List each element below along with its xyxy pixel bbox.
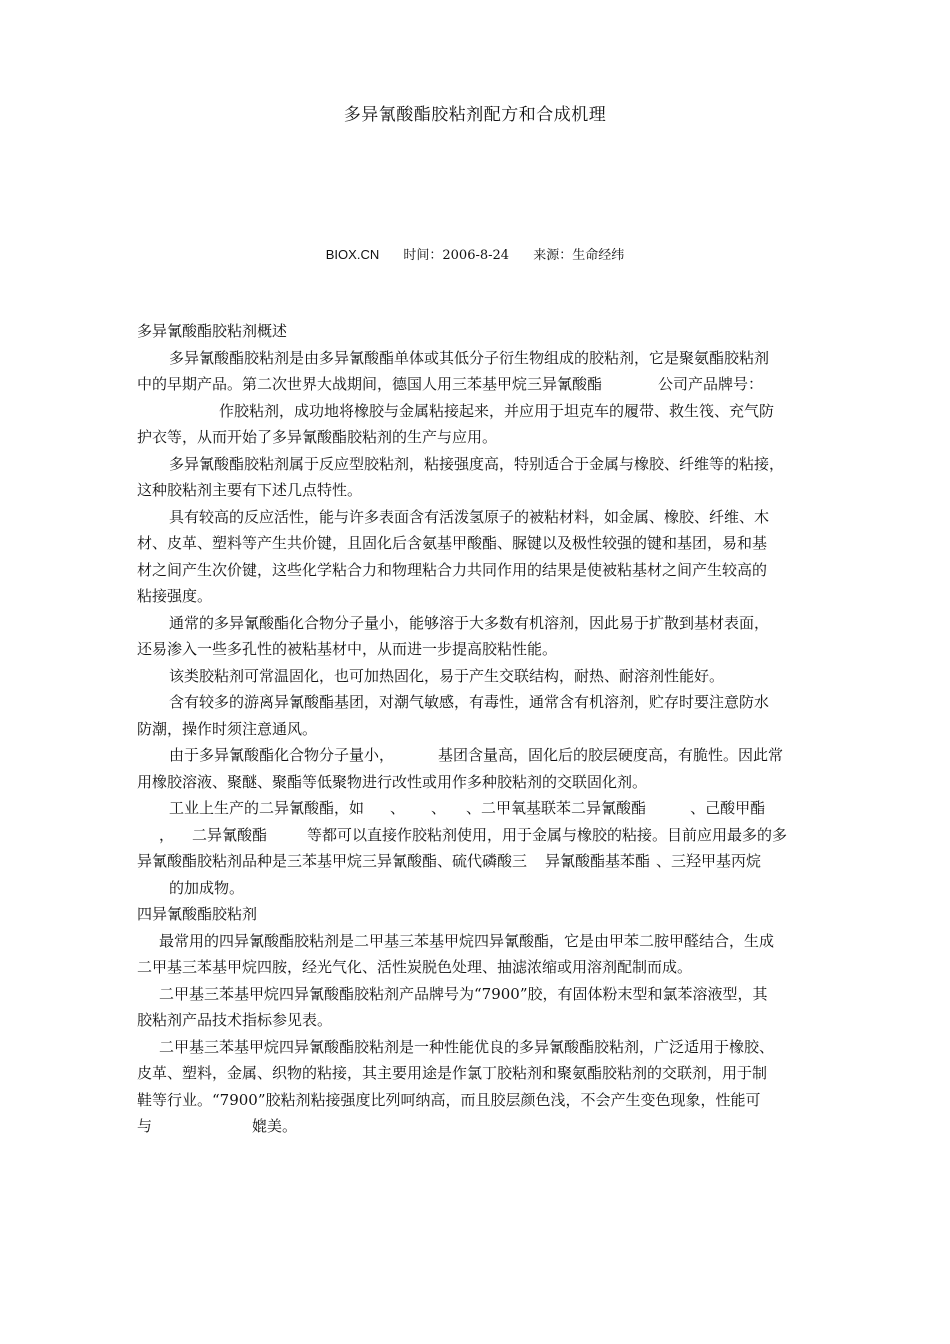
paragraph-intro: 多异氰酸酯胶粘剂是由多异氰酸酯单体或其低分子衍生物组成的胶粘剂，它是聚氨酯胶粘剂 中的早期产品。第二次世界大战期间，德国人用三苯基甲烷三异氰酸酯 公司产品牌号： 作胶粘剂，成功地将橡胶与金属粘接起来，并应用于坦克车的履带、救生筏、充气防 护衣等，从而开始了多异氰酸酯胶粘剂的生产与应用。 [137, 348, 775, 446]
meta-site: BIOX.CN [325, 247, 380, 262]
paragraph-solubility: 通常的多异氰酸酯化合物分子量小，能够溶于大多数有机溶剂，因此易于扩散到基材表面， 还易渗入一些多孔性的被粘基材中，从而进一步提高胶粘性能。 [137, 613, 770, 658]
meta-time: 时间：2006-8-24 [403, 248, 510, 263]
paragraph-curing: 该类胶粘剂可常温固化，也可加热固化，易于产生交联结构，耐热、耐溶剂性能好。 [169, 666, 725, 685]
paragraph-properties: 多异氰酸酯胶粘剂属于反应型胶粘剂，粘接强度高，特别适合于金属与橡胶、纤维等的粘接， 这种胶粘剂主要有下述几点特性。 [137, 454, 785, 499]
section-heading-overview: 多异氰酸酯胶粘剂概述 [137, 322, 288, 340]
article-body [137, 318, 843, 1140]
article-meta [0, 244, 950, 263]
paragraph-reactivity: 具有较高的反应活性，能与许多表面含有活泼氢原子的被粘材料，如金属、橡胶、纤维、木 材、皮革、塑料等产生共价键，且固化后含氨基甲酸酯、脲键以及极性较强的键和基团，易和基 材之间产生次价键，这些化学粘合力和物理粘合力共同作用的结果是使被粘基材之间产生较高的 粘接强度。 [137, 507, 770, 605]
paragraph-7900-product: 二甲基三苯基甲烷四异氰酸酯胶粘剂产品牌号为“7900”胶，有固体粉末型和氯苯溶液型，其 胶粘剂产品技术指标参见表。 [137, 984, 768, 1029]
paragraph-brittleness: 由于多异氰酸酯化合物分子量小， 基团含量高，固化后的胶层硬度高，有脆性。因此常 用橡胶溶液、聚醚、聚酯等低聚物进行改性或用作多种胶粘剂的交联固化剂。 [137, 746, 784, 791]
paragraph-industrial: 工业上生产的二异氰酸酯，如 、 、 、二甲氧基联苯二异氰酸酯 、己酸甲酯 ， 二异氰酸酯 等都可以直接作胶粘剂使用，用于金属与橡胶的粘接。目前应用最多的多 异氰酸酯胶粘剂品种是三苯基甲烷三异氰酸酯、硫代磷酸三 异氰酸酯基苯酯 、三羟甲基丙烷 的加成物。 [137, 799, 788, 897]
paragraph-tetra-intro: 最常用的四异氰酸酯胶粘剂是二甲基三苯基甲烷四异氰酸酯，它是由甲苯二胺甲醛结合，生成 二甲基三苯基甲烷四胺，经光气化、活性炭脱色处理、抽滤浓缩或用溶剂配制而成。 [137, 931, 775, 976]
page-title: 多异氰酸酯胶粘剂配方和合成机理 [343, 105, 607, 125]
paragraph-7900-uses: 二甲基三苯基甲烷四异氰酸酯胶粘剂是一种性能优良的多异氰酸酯胶粘剂，广泛适用于橡胶、 皮革、塑料，金属、织物的粘接，其主要用途是作氯丁胶粘剂和聚氨酯胶粘剂的交联剂，用于制 鞋等行业。“7900”胶粘剂粘接强度比列呵纳高，而且胶层颜色浅，不会产生变色现象，性能可 与 媲美。 [137, 1037, 775, 1135]
meta-source: 来源：生命经纬 [533, 248, 625, 263]
section-heading-tetra: 四异氰酸酯胶粘剂 [137, 905, 258, 923]
paragraph-toxicity: 含有较多的游离异氰酸酯基团，对潮气敏感，有毒性，通常含有机溶剂，贮存时要注意防水 防潮，操作时须注意通风。 [137, 693, 770, 738]
